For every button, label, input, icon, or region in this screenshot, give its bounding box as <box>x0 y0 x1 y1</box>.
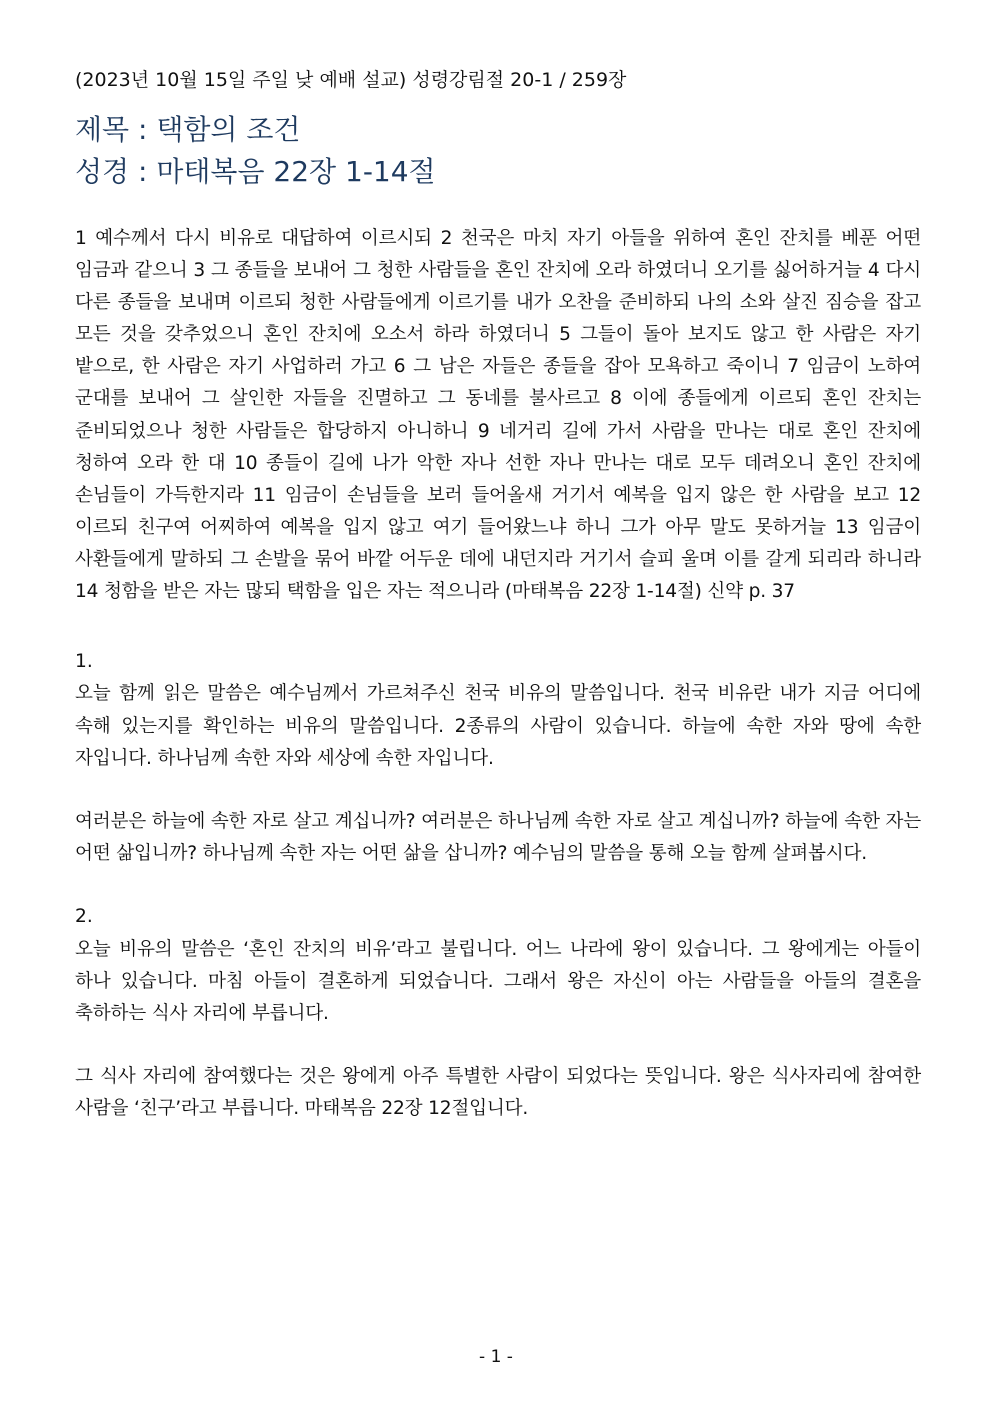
spacer <box>75 775 921 806</box>
document-page <box>75 60 921 1126</box>
spacer <box>75 870 921 901</box>
title-block <box>75 109 921 193</box>
spacer <box>75 1030 921 1061</box>
sermon-header: (2023년 10월 15일 주일 낮 예배 설교) 성령강림절 20-1 / 259장 <box>75 69 627 91</box>
spacer <box>75 608 921 646</box>
section-paragraph: 여러분은 하늘에 속한 자로 살고 계십니까? 여러분은 하나님께 속한 자로 살고 계십니까? 하늘에 속한 자는 어떤 삶입니까? 하나님께 속한 자는 어떤 삶을 삽니까? 예수님의 말씀을 통해 오늘 함께 살펴봅시다. <box>75 810 921 865</box>
section-number: 1. <box>75 651 93 673</box>
sermon-title: 제목 : 택함의 조건 <box>75 113 301 146</box>
section-paragraph: 그 식사 자리에 참여했다는 것은 왕에게 아주 특별한 사람이 되었다는 뜻입니다. 왕은 식사자리에 참여한 사람을 ‘친구’라고 부릅니다. 마태복음 22장 12절입니다. <box>75 1066 921 1120</box>
section-paragraph: 오늘 함께 읽은 말씀은 예수님께서 가르쳐주신 천국 비유의 말씀입니다. 천국 비유란 내가 지금 어디에 속해 있는지를 확인하는 비유의 말씀입니다. 2종류의 사람이 있습니다. 하늘에 속한 자와 땅에 속한 자입니다. 하나님께 속한 자와 세상에 속한 자입니다. <box>75 683 921 769</box>
scripture-reference: 성경 : 마태복음 22장 1-14절 <box>75 155 436 188</box>
scripture-text: 1 예수께서 다시 비유로 대답하여 이르시되 2 천국은 마치 자기 아들을 위하여 혼인 잔치를 베푼 어떤 임금과 같으니 3 그 종들을 보내어 그 청한 사람들을 혼인 잔치에 오라 하였더니 오기를 싫어하거늘 4 다시 다른 종들을 보내며 이르되 청한 사람들에게 이르기를 내가 오찬을 준비하되 나의 소와 살진 짐승을 잡고 모든 것을 갖추었으니 혼인 잔치에 오소서 하라 하였더니 5 그들이 돌아 보지도 않고 한 사람은 자기 밭으로, 한 사람은 자기 사업하러 가고 6 그 남은 자들은 종들을 잡아 모욕하고 죽이니 7 임금이 노하여 군대를 보내어 그 살인한 자들을 진멸하고 그 동네를 불사르고 8 이에 종들에게 이르되 혼인 잔치는 준비되었으나 청한 사람들은 합당하지 아니하니 9 네거리 길에 가서 사람을 만나는 대로 혼인 잔치에 청하여 오라 한 대 10 종들이 길에 나가 악한 자나 선한 자나 만나는 대로 모두 데려오니 혼인 잔치에 손님들이 가득한지라 11 임금이 손님들을 보러 들어올새 거기서 예복을 입지 않은 한 사람을 보고 12 이르되 친구여 어찌하여 예복을 입지 않고 여기 들어왔느냐 하니 그가 아무 말도 못하거늘 13 임금이 사환들에게 말하되 그 손발을 묶어 바깥 어두운 데에 내던지라 거기서 슬피 울며 이를 갈게 되리라 하니라 14 청함을 받은 자는 많되 택함을 입은 자는 적으니라 (마태복음 22장 1-14절) 신약 p. 37 <box>75 228 922 603</box>
section-paragraph: 오늘 비유의 말씀은 ‘혼인 잔치의 비유’라고 불립니다. 어느 나라에 왕이 있습니다. 그 왕에게는 아들이 하나 있습니다. 마침 아들이 결혼하게 되었습니다. 그래서 왕은 자신이 아는 사람들을 아들의 결혼을 축하하는 식사 자리에 부릅니다. <box>75 938 921 1024</box>
page-number: - 1 - <box>479 1347 513 1367</box>
section-number: 2. <box>75 906 93 928</box>
